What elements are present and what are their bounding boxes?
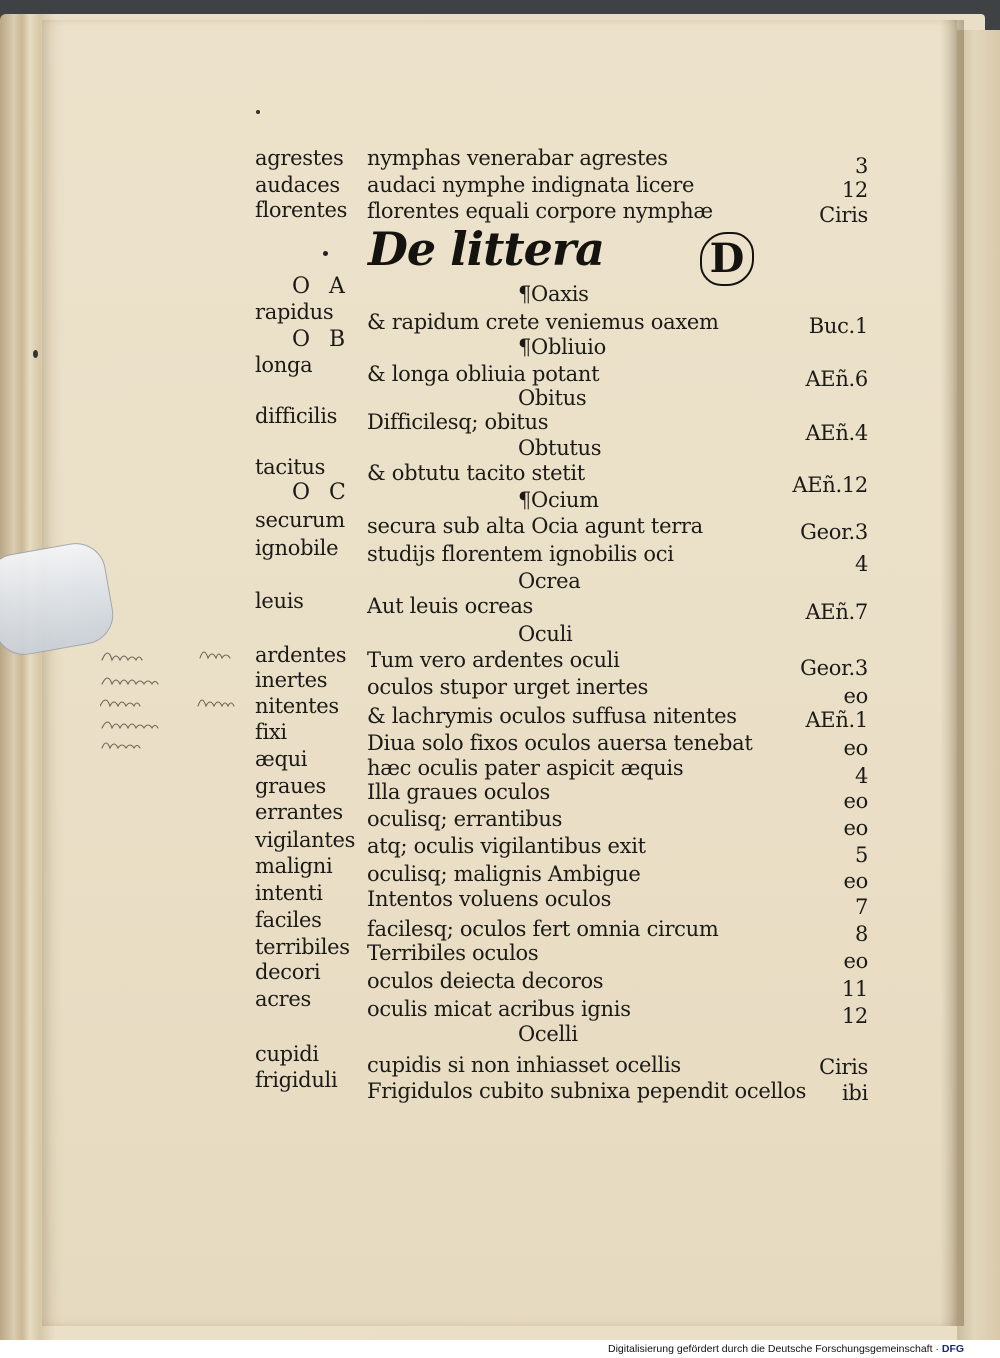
entry-reference: 12 — [841, 178, 868, 202]
entry-reference: eo — [843, 789, 868, 813]
heading-ocelli: Ocelli — [518, 1022, 578, 1046]
entry-verse: & rapidum crete veniemus oaxem — [367, 310, 719, 334]
entry-reference: 5 — [854, 843, 868, 867]
entry-word: intenti — [255, 881, 323, 905]
entry-reference: AEñ.4 — [805, 421, 868, 445]
section-title: De littera — [368, 222, 604, 276]
entry-verse: Tum vero ardentes oculi — [367, 648, 620, 672]
entry-reference: AEñ.1 — [805, 708, 868, 732]
entry-verse: oculisq; malignis Ambigue — [367, 862, 641, 886]
entry-reference: Geor.3 — [800, 656, 868, 680]
entry-word: graues — [255, 774, 326, 798]
entry-verse: & longa obliuia potant — [367, 362, 600, 386]
heading-obliuio: ¶Obliuio — [518, 335, 606, 359]
entry-word: ardentes — [255, 643, 347, 667]
entry-word: florentes — [255, 198, 348, 222]
entry-verse: nymphas venerabar agrestes — [367, 146, 668, 170]
margin-mark — [33, 350, 38, 358]
entry-reference: ibi — [842, 1081, 868, 1105]
entry-word: errantes — [255, 800, 343, 824]
entry-word: difficilis — [255, 404, 338, 428]
ink-dot — [323, 251, 328, 256]
entry-word: audaces — [255, 173, 340, 197]
heading-obtutus: Obtutus — [518, 436, 602, 460]
footer-text: Digitalisierung gefördert durch die Deutsche Forschungsgemeinschaft · — [608, 1343, 939, 1355]
entry-verse: Frigidulos cubito subnixa pependit ocellos — [367, 1079, 807, 1103]
entry-word: nitentes — [255, 694, 339, 718]
entry-verse: Difficilesq; obitus — [367, 410, 549, 434]
entry-word: tacitus — [255, 455, 326, 479]
entry-reference: eo — [843, 684, 868, 708]
entry-word: acres — [255, 987, 312, 1011]
entry-word: fixi — [255, 720, 287, 744]
entry-reference: Buc.1 — [808, 314, 868, 338]
entry-word: rapidus — [255, 300, 334, 324]
entry-verse: facilesq; oculos fert omnia circum — [367, 917, 719, 941]
entry-verse: florentes equali corpore nymphæ — [367, 199, 713, 223]
entry-word: agrestes — [255, 146, 344, 170]
entry-reference: eo — [843, 816, 868, 840]
section-label: O C — [292, 480, 352, 505]
entry-verse: audaci nymphe indignata licere — [367, 173, 695, 197]
entry-word: inertes — [255, 668, 328, 692]
entry-verse: Aut leuis ocreas — [367, 594, 534, 618]
entry-reference: AEñ.6 — [805, 367, 868, 391]
dfg-logo: DFG — [941, 1343, 965, 1355]
entry-reference: AEñ.7 — [805, 600, 868, 624]
entry-verse: atq; oculis vigilantibus exit — [367, 834, 646, 858]
entry-reference: eo — [843, 736, 868, 760]
entry-reference: Ciris — [819, 203, 868, 227]
entry-word: vigilantes — [255, 828, 356, 852]
entry-verse: cupidis si non inhiasset ocellis — [367, 1053, 681, 1077]
entry-word: terribiles — [255, 935, 350, 959]
section-label: O A — [292, 274, 351, 299]
entry-word: longa — [255, 353, 313, 377]
entry-word: cupidi — [255, 1042, 319, 1066]
entry-verse: & obtutu tacito stetit — [367, 461, 585, 485]
entry-reference: Geor.3 — [800, 520, 868, 544]
heading-oaxis: ¶Oaxis — [518, 282, 589, 306]
entry-word: ignobile — [255, 536, 339, 560]
entry-verse: Illa graues oculos — [367, 780, 550, 804]
section-label: O B — [292, 327, 352, 352]
entry-verse: secura sub alta Ocia agunt terra — [367, 514, 703, 538]
entry-reference: 3 — [854, 154, 868, 178]
decorated-initial: D — [700, 232, 754, 286]
entry-verse: oculos stupor urget inertes — [367, 675, 649, 699]
entry-verse: Terribiles oculos — [367, 941, 539, 965]
entry-verse: studijs florentem ignobilis oci — [367, 542, 674, 566]
entry-verse: Diua solo fixos oculos auersa tenebat — [367, 731, 753, 755]
entry-verse: oculis micat acribus ignis — [367, 997, 631, 1021]
entry-verse: Intentos voluens oculos — [367, 887, 612, 911]
entry-reference: 12 — [841, 1004, 868, 1028]
gutter-shadow — [940, 20, 964, 1326]
entry-reference: eo — [843, 869, 868, 893]
entry-reference: 7 — [854, 895, 868, 919]
entry-word: securum — [255, 508, 345, 532]
entry-word: faciles — [255, 908, 322, 932]
entry-verse: oculisq; errantibus — [367, 807, 563, 831]
entry-word: maligni — [255, 854, 333, 878]
entry-reference: 4 — [854, 764, 868, 788]
entry-reference: 11 — [841, 977, 868, 1001]
marginalia-scribbles — [100, 644, 250, 764]
heading-obitus: Obitus — [518, 386, 587, 410]
entry-verse: hæc oculis pater aspicit æquis — [367, 756, 684, 780]
entry-word: frigiduli — [255, 1068, 338, 1092]
digitization-credit — [608, 1340, 1000, 1358]
heading-ocrea: Ocrea — [518, 569, 581, 593]
entry-reference: 8 — [854, 922, 868, 946]
ink-speck — [256, 110, 260, 114]
entry-reference: Ciris — [819, 1055, 868, 1079]
entry-word: leuis — [255, 589, 304, 613]
entry-verse: oculos deiecta decoros — [367, 969, 604, 993]
entry-reference: 4 — [854, 552, 868, 576]
entry-word: æqui — [255, 747, 308, 771]
handwritten-marginalia — [100, 644, 250, 764]
heading-ocium: ¶Ocium — [518, 488, 599, 512]
entry-verse: & lachrymis oculos suffusa nitentes — [367, 704, 737, 728]
heading-oculi: Oculi — [518, 622, 573, 646]
entry-reference: AEñ.12 — [792, 473, 868, 497]
entry-word: decori — [255, 960, 321, 984]
entry-reference: eo — [843, 949, 868, 973]
